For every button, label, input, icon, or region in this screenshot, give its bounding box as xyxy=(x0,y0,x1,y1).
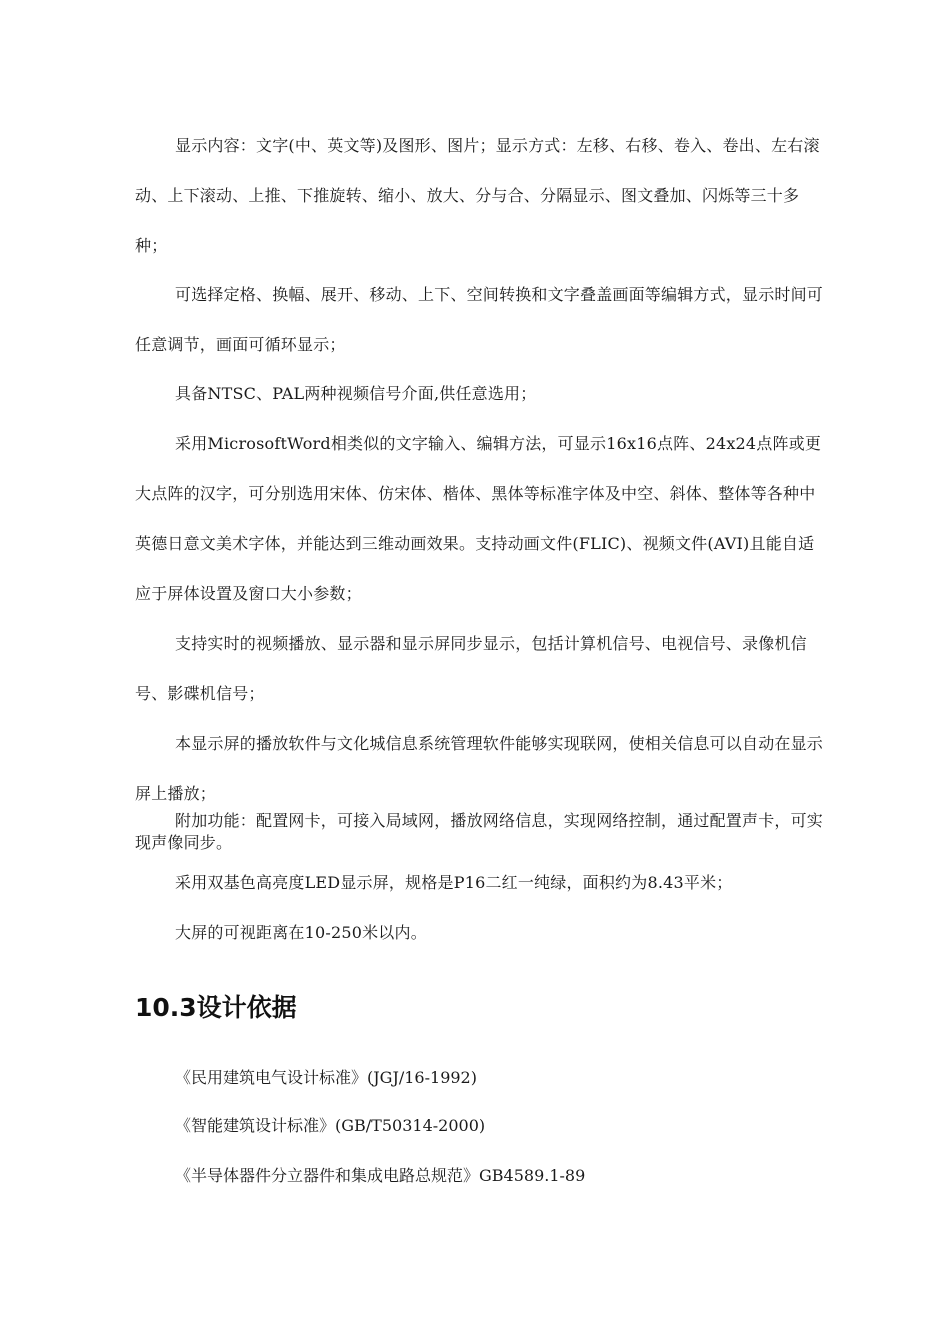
paragraph-led-spec: 采用双基色高亮度LED显示屏，规格是P16二红一纯绿，面积约为8.43平米； xyxy=(175,873,733,892)
paragraph-realtime-video: 支持实时的视频播放、显示器和显示屏同步显示，包括计算机信号、电视信号、录像机信号、影碟机信号； xyxy=(135,634,807,703)
paragraph-display-content: 显示内容：文字(中、英文等)及图形、图片；显示方式：左移、右移、卷入、卷出、左右滚动、上下滚动、上推、下推旋转、缩小、放大、分与合、分隔显示、图文叠加、闪烁等三十多种； xyxy=(135,136,820,255)
section-heading: 10.3设计依据 xyxy=(135,993,297,1022)
paragraph-edit-modes: 可选择定格、换幅、展开、移动、上下、空间转换和文字叠盖画面等编辑方式，显示时间可任意调节，画面可循环显示； xyxy=(135,285,824,354)
paragraph-viewing-distance: 大屏的可视距离在10-250米以内。 xyxy=(175,923,427,942)
paragraph-text-input: 采用MicrosoftWord相类似的文字输入、编辑方法，可显示16x16点阵、24x24点阵或更大点阵的汉字，可分别选用宋体、仿宋体、楷体、黑体等标准字体及中空、斜体、整体等各种中英德日意文美术字体，并能达到三维动画效果。支持动画文件(FLIC)、视频文件(AVI)且能自适应于屏体设置及窗口大小参数； xyxy=(135,434,822,603)
paragraph-additional-features: 附加功能：配置网卡，可接入局域网，播放网络信息，实现网络控制，通过配置声卡，可实现声像同步。 xyxy=(135,811,824,852)
paragraph-networking: 本显示屏的播放软件与文化城信息系统管理软件能够实现联网，使相关信息可以自动在显示屏上播放； xyxy=(135,734,824,803)
reference-item: 《民用建筑电气设计标准》(JGJ/16-1992) xyxy=(175,1068,477,1087)
reference-item: 《智能建筑设计标准》(GB/T50314-2000) xyxy=(175,1116,486,1135)
paragraph-video-signal: 具备NTSC、PAL两种视频信号介面,供任意选用； xyxy=(175,384,537,403)
reference-item: 《半导体器件分立器件和集成电路总规范》GB4589.1-89 xyxy=(175,1166,586,1185)
